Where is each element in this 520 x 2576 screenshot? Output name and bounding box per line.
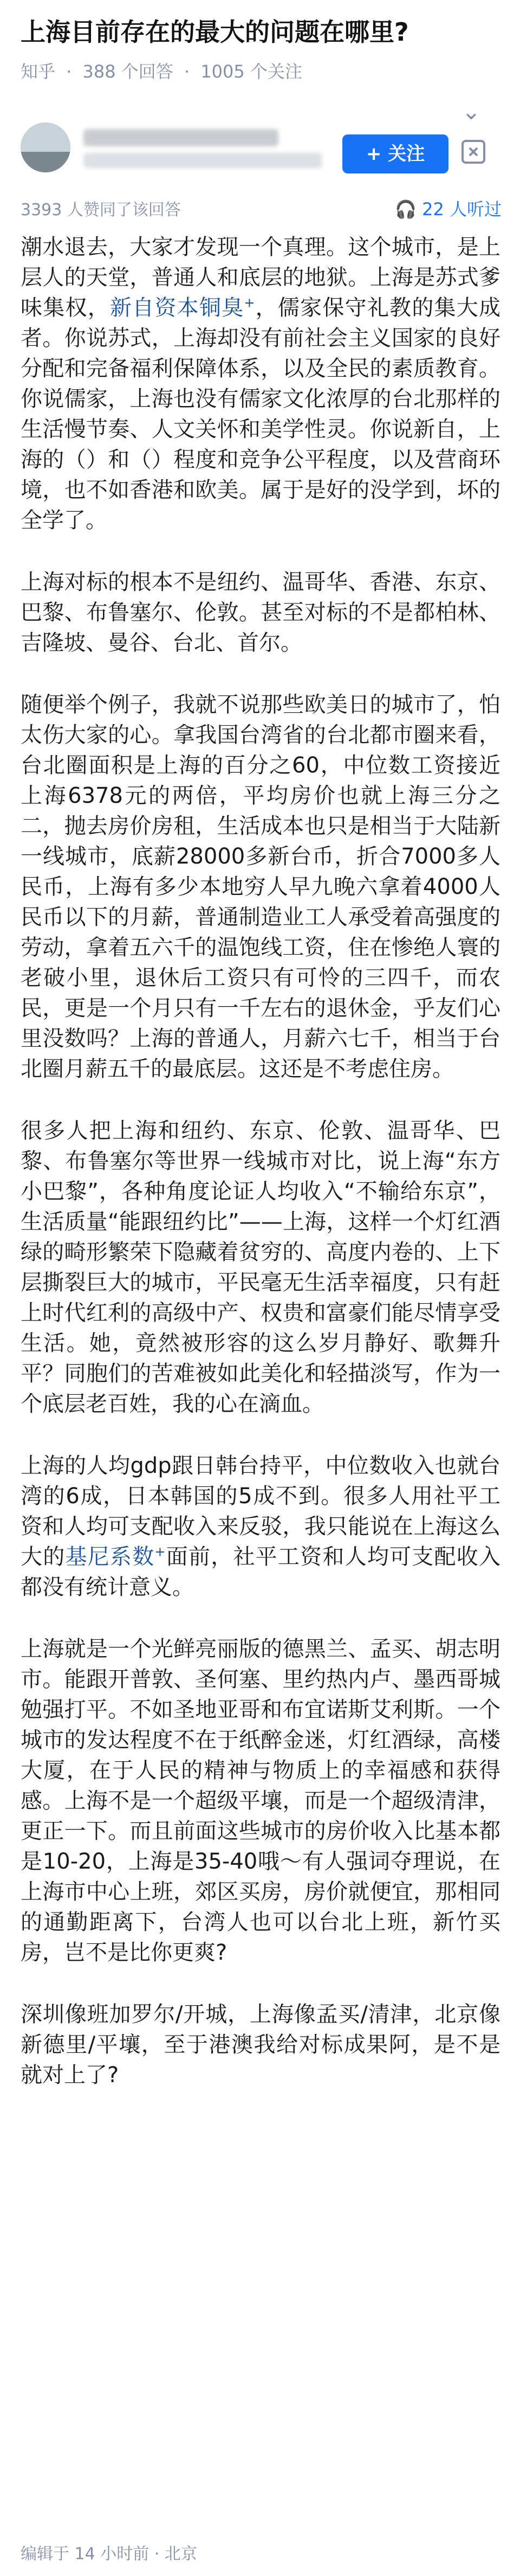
keyword-link[interactable]: 新自资本铜臭 bbox=[109, 295, 244, 320]
source-label[interactable]: 知乎 bbox=[21, 61, 56, 82]
question-meta: 知乎 · 388 个回答 · 1005 个关注 bbox=[21, 61, 302, 82]
keyword-link[interactable]: 基尼系数 bbox=[65, 1544, 155, 1569]
author-name-blurred[interactable] bbox=[83, 129, 278, 146]
headphones-icon: 🎧 bbox=[395, 199, 417, 220]
answer-content bbox=[21, 232, 500, 2122]
close-icon[interactable] bbox=[461, 140, 485, 164]
follow-button[interactable]: + 关注 bbox=[342, 134, 448, 173]
paragraph: 很多人把上海和纽约、东京、伦敦、温哥华、巴黎、布鲁塞尔等世界一线城市对比，说上海“东方小巴黎”，各种角度论证人均收入“不输给东京”，生活质量“能跟纽约比”——上海，这样一个灯红酒绿的畸形繁荣下隐藏着贫穷的、高度内卷的、上下层撕裂巨大的城市，平民毫无生活幸福度，只有赶上时代红利的高级中产、权贵和富豪们能尽情享受生活。她，竟然被形容的这么岁月静好、歌舞升平？同胞们的苦难被如此美化和轻描淡写，作为一个底层老百姓，我的心在滴血。 bbox=[21, 1118, 500, 1416]
follower-count[interactable]: 1005 个关注 bbox=[200, 61, 302, 82]
paragraph: 随便举个例子，我就不说那些欧美日的城市了，怕太伤大家的心。拿我国台湾省的台北都市圈来看，台北圈面积是上海的百分之60，中位数工资接近上海6378元的两倍，平均房价也就上海三分之二，抛去房价房租，生活成本也只是相当于大陆新一线城市，底薪28000多新台币，折合7000多人民币，上海有多少本地穷人早九晚六拿着4000人民币以下的月薪，普通制造业工人承受着高强度的劳动，拿着五六千的温饱线工资，住在惨绝人寰的老破小里，退休后工资只有可怜的三四千，而农民，更是一个月只有一千左右的退休金，乎友们心里没数吗？上海的普通人，月薪六七千，相当于台北圈月薪五千的最底层。这还是不考虑住房。 bbox=[21, 692, 500, 1081]
paragraph: 潮水退去，大家才发现一个真理。这个城市，是上层人的天堂，普通人和底层的地狱。上海是苏式爹味集权，新自资本铜臭+，儒家保守礼教的集大成者。你说苏式，上海却没有前社会主义国家的良好分配和完备福利保障体系，以及全民的素质教育。你说儒家，上海也没有儒家文化浓厚的台北那样的生活慢节奏、人文关怀和美学性灵。你说新自，上海的（）和（）程度和竞争公平程度，以及营商环境，也不如香港和欧美。属于是好的没学到，坏的全学了。 bbox=[21, 235, 501, 533]
endorse-count: 3393 人赞同了该回答 bbox=[21, 201, 181, 220]
answer-count[interactable]: 388 个回答 bbox=[82, 61, 173, 82]
question-title[interactable]: 上海目前存在的最大的问题在哪里? bbox=[21, 17, 409, 47]
author-headline-blurred bbox=[83, 153, 322, 168]
paragraph: 上海就是一个光鲜亮丽版的德黑兰、孟买、胡志明市。能跟开普敦、圣何塞、里约热内卢、墨西哥城勉强打平。不如圣地亚哥和布宜诺斯艾利斯。一个城市的发达程度不在于纸醉金迷，灯红酒绿，高楼大厦，在于人民的精神与物质上的幸福感和获得感。上海不是一个超级平壤，而是一个超级清津，更正一下。而且前面这些城市的房价收入比基本都是10-20，上海是35-40哦～有人强词夺理说，在上海市中心上班，郊区买房，房价就便宜，那相同的通勤距离下，台湾人也可以台北上班，新竹买房，岂不是比你更爽? bbox=[21, 1637, 500, 1965]
edit-info: 编辑于 14 小时前 · 北京 bbox=[21, 2545, 197, 2564]
search-icon[interactable]: + bbox=[154, 1544, 166, 1560]
listen-count[interactable]: 🎧 22 人听过 bbox=[395, 199, 502, 220]
paragraph: 上海对标的根本不是纽约、温哥华、香港、东京、巴黎、布鲁塞尔、伦敦。甚至对标的不是都柏林、吉隆坡、曼谷、台北、首尔。 bbox=[21, 570, 500, 655]
avatar[interactable] bbox=[21, 123, 70, 172]
paragraph: 深圳像班加罗尔/开城，上海像孟买/清津，北京像新德里/平壤，至于港澳我给对标成果阿，是不是就对上了? bbox=[21, 2002, 500, 2088]
more-dots-icon[interactable]: ⌄ bbox=[461, 98, 481, 125]
paragraph: 上海的人均gdp跟日韩台持平，中位数收入也就台湾的6成，日本韩国的5成不到。很多人用社平工资和人均可支配收入来反驳，我只能说在上海这么大的基尼系数+面前，社平工资和人均可支配收入都没有统计意义。 bbox=[21, 1453, 501, 1600]
search-icon[interactable]: + bbox=[244, 295, 255, 311]
